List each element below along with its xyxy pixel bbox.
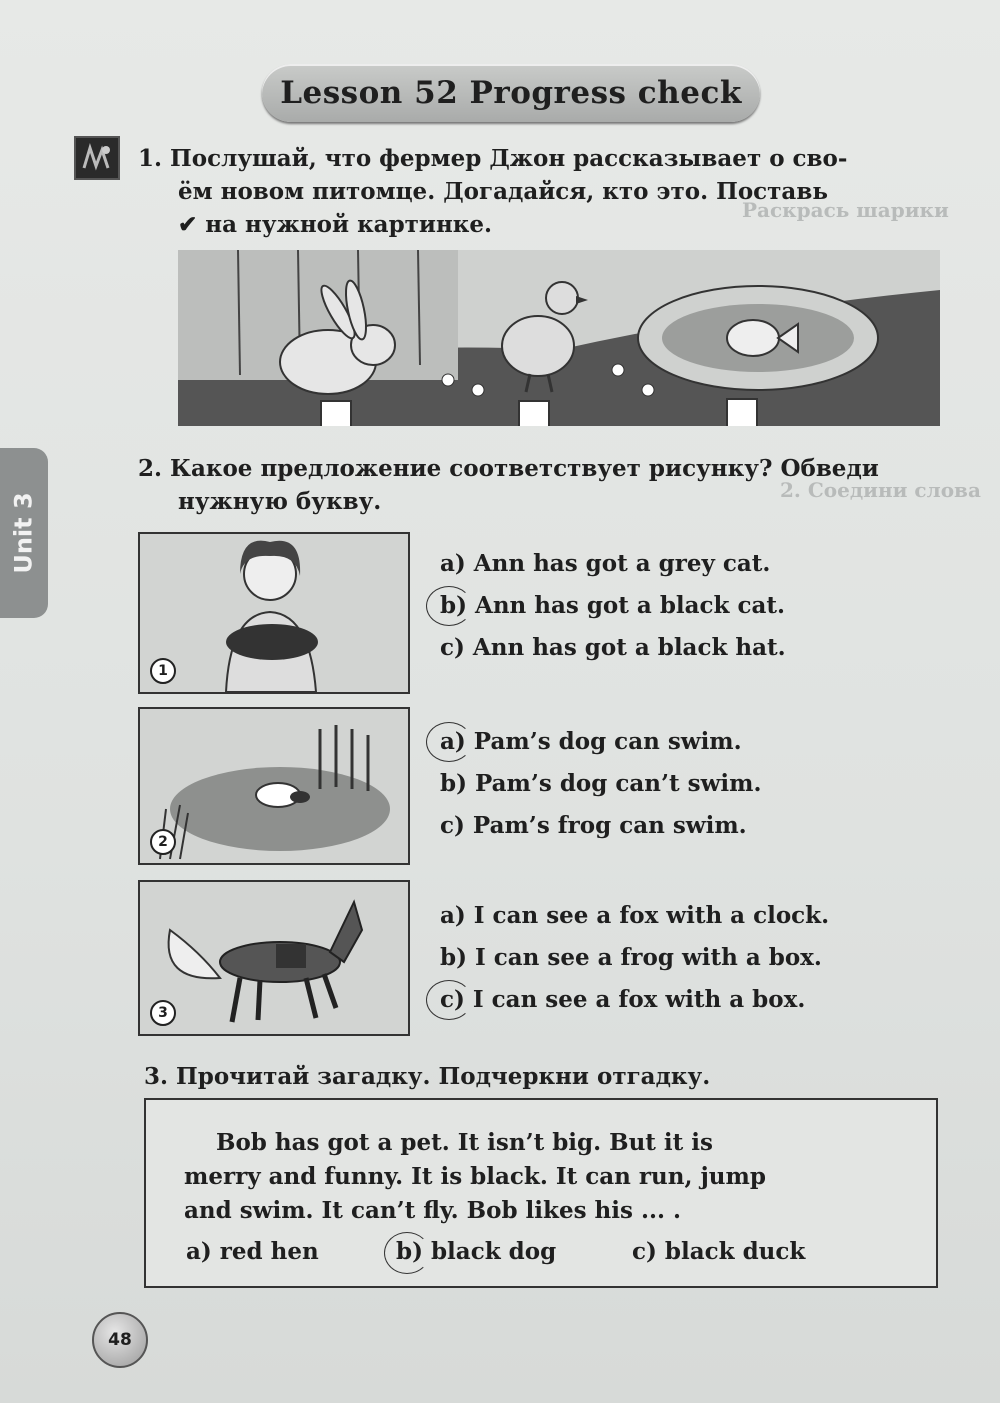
riddle-line: Bob has got a pet. It isn’t big. But it is (216, 1129, 713, 1156)
option-1b[interactable] (440, 592, 785, 619)
option-text: b) Ann has got a black cat. (440, 592, 786, 619)
option-text: b) black dog (396, 1238, 557, 1265)
answer-circle (384, 1232, 430, 1274)
task1-instruction (138, 142, 938, 241)
picture-1-girl-with-cat (138, 532, 410, 694)
audio-listen-icon (74, 136, 120, 180)
farm-scene-picture (178, 250, 940, 426)
task1-number: 1. (138, 145, 163, 172)
answer-circle (426, 980, 472, 1020)
picture-number: 3 (150, 1000, 176, 1026)
riddle-option-b[interactable] (396, 1238, 556, 1265)
task1-line (138, 142, 938, 175)
fox-icon (169, 902, 362, 1022)
checkbox-fish[interactable] (726, 398, 758, 426)
task2-line (138, 452, 958, 485)
task1-line-text: на нужной картинке. (205, 211, 493, 238)
task2-line-text: Какое предложение соответствует рисунку? Обведи (170, 455, 879, 482)
task2-line: нужную букву. (178, 488, 382, 515)
task1-line-text: Послушай, что фермер Джон рассказывает о сво- (170, 145, 848, 172)
picture-2-dog-swimming (138, 707, 410, 865)
task2-instruction (138, 452, 958, 518)
unit-tab (0, 448, 48, 618)
option-3c[interactable] (440, 986, 805, 1013)
riddle-box (144, 1098, 938, 1288)
riddle-option-c[interactable]: c) black duck (632, 1238, 806, 1265)
riddle-text (184, 1126, 904, 1228)
answer-circle (426, 586, 472, 626)
unit-tab-label: Unit 3 (10, 492, 39, 574)
option-3a[interactable]: a) I can see a fox with a clock. (440, 902, 830, 929)
task1-line: ём новом питомце. Догадайся, кто это. Поставь (178, 178, 828, 205)
option-2c[interactable]: c) Pam’s frog can swim. (440, 812, 747, 839)
task3-number: 3. (144, 1063, 169, 1090)
option-2a[interactable] (440, 728, 742, 755)
option-text: c) I can see a fox with a box. (440, 986, 806, 1013)
option-3b[interactable]: b) I can see a frog with a box. (440, 944, 822, 971)
option-1c[interactable]: c) Ann has got a black hat. (440, 634, 786, 661)
picture-3-fox-with-box (138, 880, 410, 1036)
option-text: a) Pam’s dog can swim. (440, 728, 742, 755)
riddle-line: merry and funny. It is black. It can run, jump (184, 1163, 766, 1190)
task2-number: 2. (138, 455, 163, 482)
check-mark-icon: ✔ (178, 211, 198, 238)
riddle-line: and swim. It can’t fly. Bob likes his ... . (184, 1197, 681, 1224)
bleed-through-text: Раскрась шарики (742, 198, 949, 222)
option-2b[interactable]: b) Pam’s dog can’t swim. (440, 770, 762, 797)
lesson-title: Lesson 52 Progress check (262, 64, 760, 122)
box-icon (276, 944, 306, 968)
answer-circle (426, 722, 472, 762)
picture-number: 1 (150, 658, 176, 684)
task3-instruction (144, 1060, 710, 1093)
bleed-through-text: 2. Соедини слова (780, 478, 981, 502)
checkbox-hen[interactable] (518, 400, 550, 426)
task3-text: Прочитай загадку. Подчеркни отгадку. (176, 1063, 711, 1090)
option-1a[interactable]: a) Ann has got a grey cat. (440, 550, 771, 577)
picture-number: 2 (150, 829, 176, 855)
checkbox-rabbit[interactable] (320, 400, 352, 426)
riddle-option-a[interactable]: a) red hen (186, 1238, 319, 1265)
page-number: 48 (92, 1312, 148, 1368)
task1-line (138, 208, 938, 241)
black-cat-icon (226, 624, 318, 660)
